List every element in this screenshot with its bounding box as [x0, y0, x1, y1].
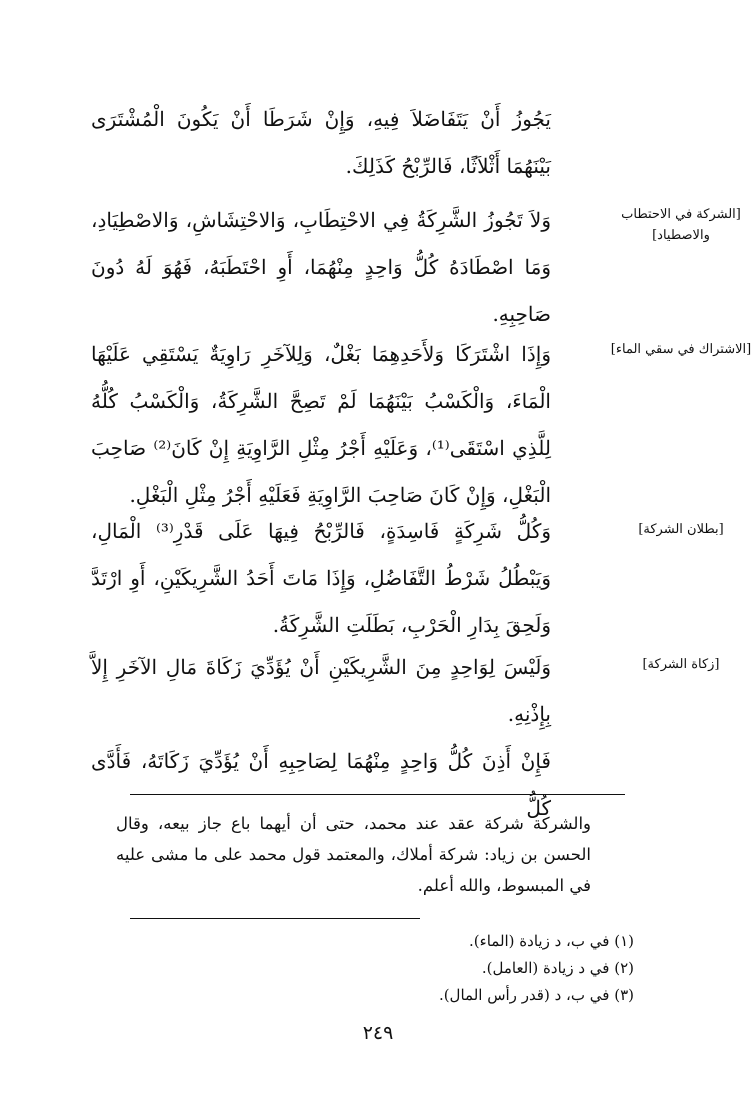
- footnote-2: (٢) في د زيادة (العامل).: [481, 959, 634, 977]
- side-note-water: [الاشتراك في سقي الماء]: [610, 342, 752, 357]
- side-note-void: [بطلان الشركة]: [638, 522, 724, 537]
- side-note-zakat: [زكاة الشركة]: [642, 657, 720, 672]
- footnote-divider: [130, 918, 420, 919]
- paragraph-2: وَلاَ تَجُوزُ الشَّرِكَةُ فِي الاحْتِطَابِ، وَالاحْتِشَاشِ، وَالاصْطِيَادِ، وَمَا اصْطَادَهُ كُلُّ وَاحِدٍ مِنْهُمَا، أَوِ احْتَطَبَهُ، فَهُوَ لَهُ دُونَ صَاحِبِهِ.: [91, 208, 551, 326]
- paragraph-1: يَجُوزُ أَنْ يَتَفَاضَلاَ فِيهِ، وَإِنْ شَرَطَا أَنْ يَكُونَ الْمُشْتَرَى بَيْنَهُمَا أَثْلاَثًا، فَالرِّبْحُ كَذَلِكَ.: [91, 107, 551, 178]
- page-number: ٢٤٩: [362, 1022, 394, 1044]
- footnotes: [184, 928, 634, 1009]
- paragraph-3: وَإِذَا اشْتَرَكَا وَلأَحَدِهِمَا بَغْلٌ، وَلِلآخَرِ رَاوِيَةٌ يَسْتَقِي عَلَيْهَا الْمَاءَ، وَالْكَسْبُ بَيْنَهُمَا لَمْ تَصِحَّ الشَّرِكَةُ، وَالْكَسْبُ كُلُّهُ لِلَّذِي اسْتَقَى⁽¹⁾، وَعَلَيْهِ أَجْرُ مِثْلِ الرَّاوِيَةِ إِنْ كَانَ⁽²⁾ صَاحِبَ الْبَغْلِ، وَإِنْ كَانَ صَاحِبَ الرَّاوِيَةِ فَعَلَيْهِ أَجْرُ مِثْلِ الْبَغْلِ.: [91, 342, 551, 507]
- commentary-divider: [130, 794, 625, 795]
- commentary: والشركة شركة عقد عند محمد، حتى أن أيهما باع جاز بيعه، وقال الحسن بن زياد: شركة أملاك، والمعتمد قول محمد على ما مشى عليه في المبسوط، والله أعلم.: [116, 814, 591, 895]
- paragraph-5: وَلَيْسَ لِوَاحِدٍ مِنَ الشَّرِيكَيْنِ أَنْ يُؤَدِّيَ زَكَاةَ مَالِ الآخَرِ إِلاَّ بِإِذْنِهِ.: [91, 655, 551, 726]
- footnote-1: (١) في ب، د زيادة (الماء).: [469, 932, 634, 950]
- paragraph-6: فَإِنْ أَذِنَ كُلُّ وَاحِدٍ مِنْهُمَا لِصَاحِبِهِ أَنْ يُؤَدِّيَ زَكَاتَهُ، فَأَدَّى كُلُّ: [91, 749, 551, 820]
- footnote-3: (٣) في ب، د (قدر رأس المال).: [438, 986, 634, 1004]
- paragraph-4: وَكُلُّ شَرِكَةٍ فَاسِدَةٍ، فَالرِّبْحُ فِيهَا عَلَى قَدْرِ⁽³⁾ الْمَالِ، وَيَبْطُلُ شَرْطُ التَّفَاضُلِ، وَإِذَا مَاتَ أَحَدُ الشَّرِيكَيْنِ، أَوِ ارْتَدَّ وَلَحِقَ بِدَارِ الْحَرْبِ، بَطَلَتِ الشَّرِكَةُ.: [91, 519, 552, 637]
- side-note-collecting: [الشركة في الاحتطاب والاصطياد]: [621, 207, 741, 243]
